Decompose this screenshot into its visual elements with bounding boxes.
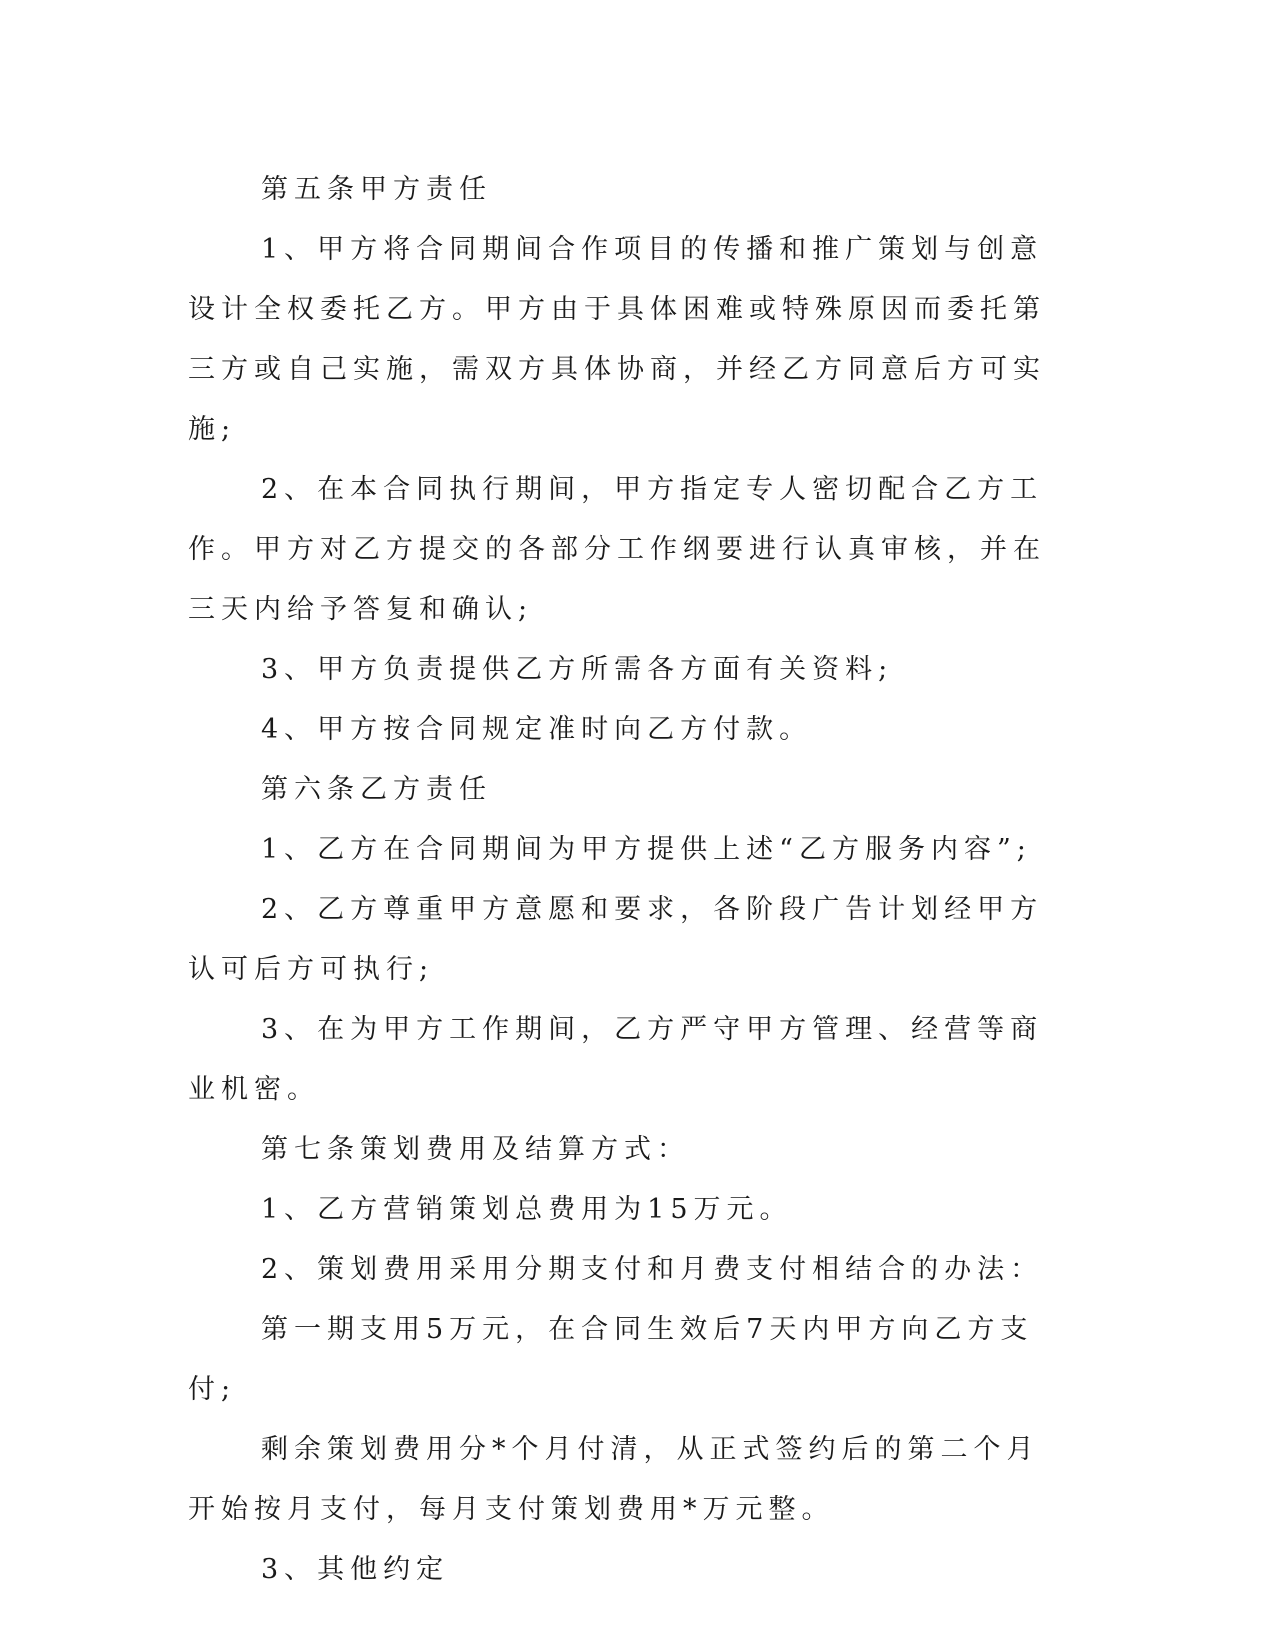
article-7-item-3: 3、其他约定 <box>261 1554 450 1585</box>
article-5-heading: 第五条甲方责任 <box>261 174 492 205</box>
article-6-heading: 第六条乙方责任 <box>261 774 492 805</box>
article-7-item-1: 1、乙方营销策划总费用为15万元。 <box>261 1194 793 1225</box>
article-6-item-2: 2、乙方尊重甲方意愿和要求，各阶段广告计划经甲方认可后方可执行; <box>188 894 1044 985</box>
article-7-remaining-payment: 剩余策划费用分*个月付清，从正式签约后的第二个月开始按月支付，每月支付策划费用*万元整。 <box>188 1434 1040 1525</box>
document-body <box>188 160 1068 1600</box>
article-5-item-3: 3、甲方负责提供乙方所需各方面有关资料; <box>261 654 894 685</box>
article-7-first-payment: 第一期支用5万元，在合同生效后7天内甲方向乙方支付; <box>188 1314 1034 1405</box>
article-5-item-4: 4、甲方按合同规定准时向乙方付款。 <box>261 714 813 745</box>
article-6-item-1: 1、乙方在合同期间为甲方提供上述“乙方服务内容”; <box>261 834 1032 865</box>
article-5-item-1: 1、甲方将合同期间合作项目的传播和推广策划与创意设计全权委托乙方。甲方由于具体困难或特殊原因而委托第三方或自己实施，需双方具体协商，并经乙方同意后方可实施; <box>188 234 1046 445</box>
article-7-heading: 第七条策划费用及结算方式： <box>261 1134 690 1165</box>
article-5-item-2: 2、在本合同执行期间，甲方指定专人密切配合乙方工作。甲方对乙方提交的各部分工作纲要进行认真审核，并在三天内给予答复和确认; <box>188 474 1046 625</box>
article-6-item-3: 3、在为甲方工作期间，乙方严守甲方管理、经营等商业机密。 <box>188 1014 1044 1105</box>
article-7-item-2: 2、策划费用采用分期支付和月费支付相结合的办法： <box>261 1254 1044 1285</box>
